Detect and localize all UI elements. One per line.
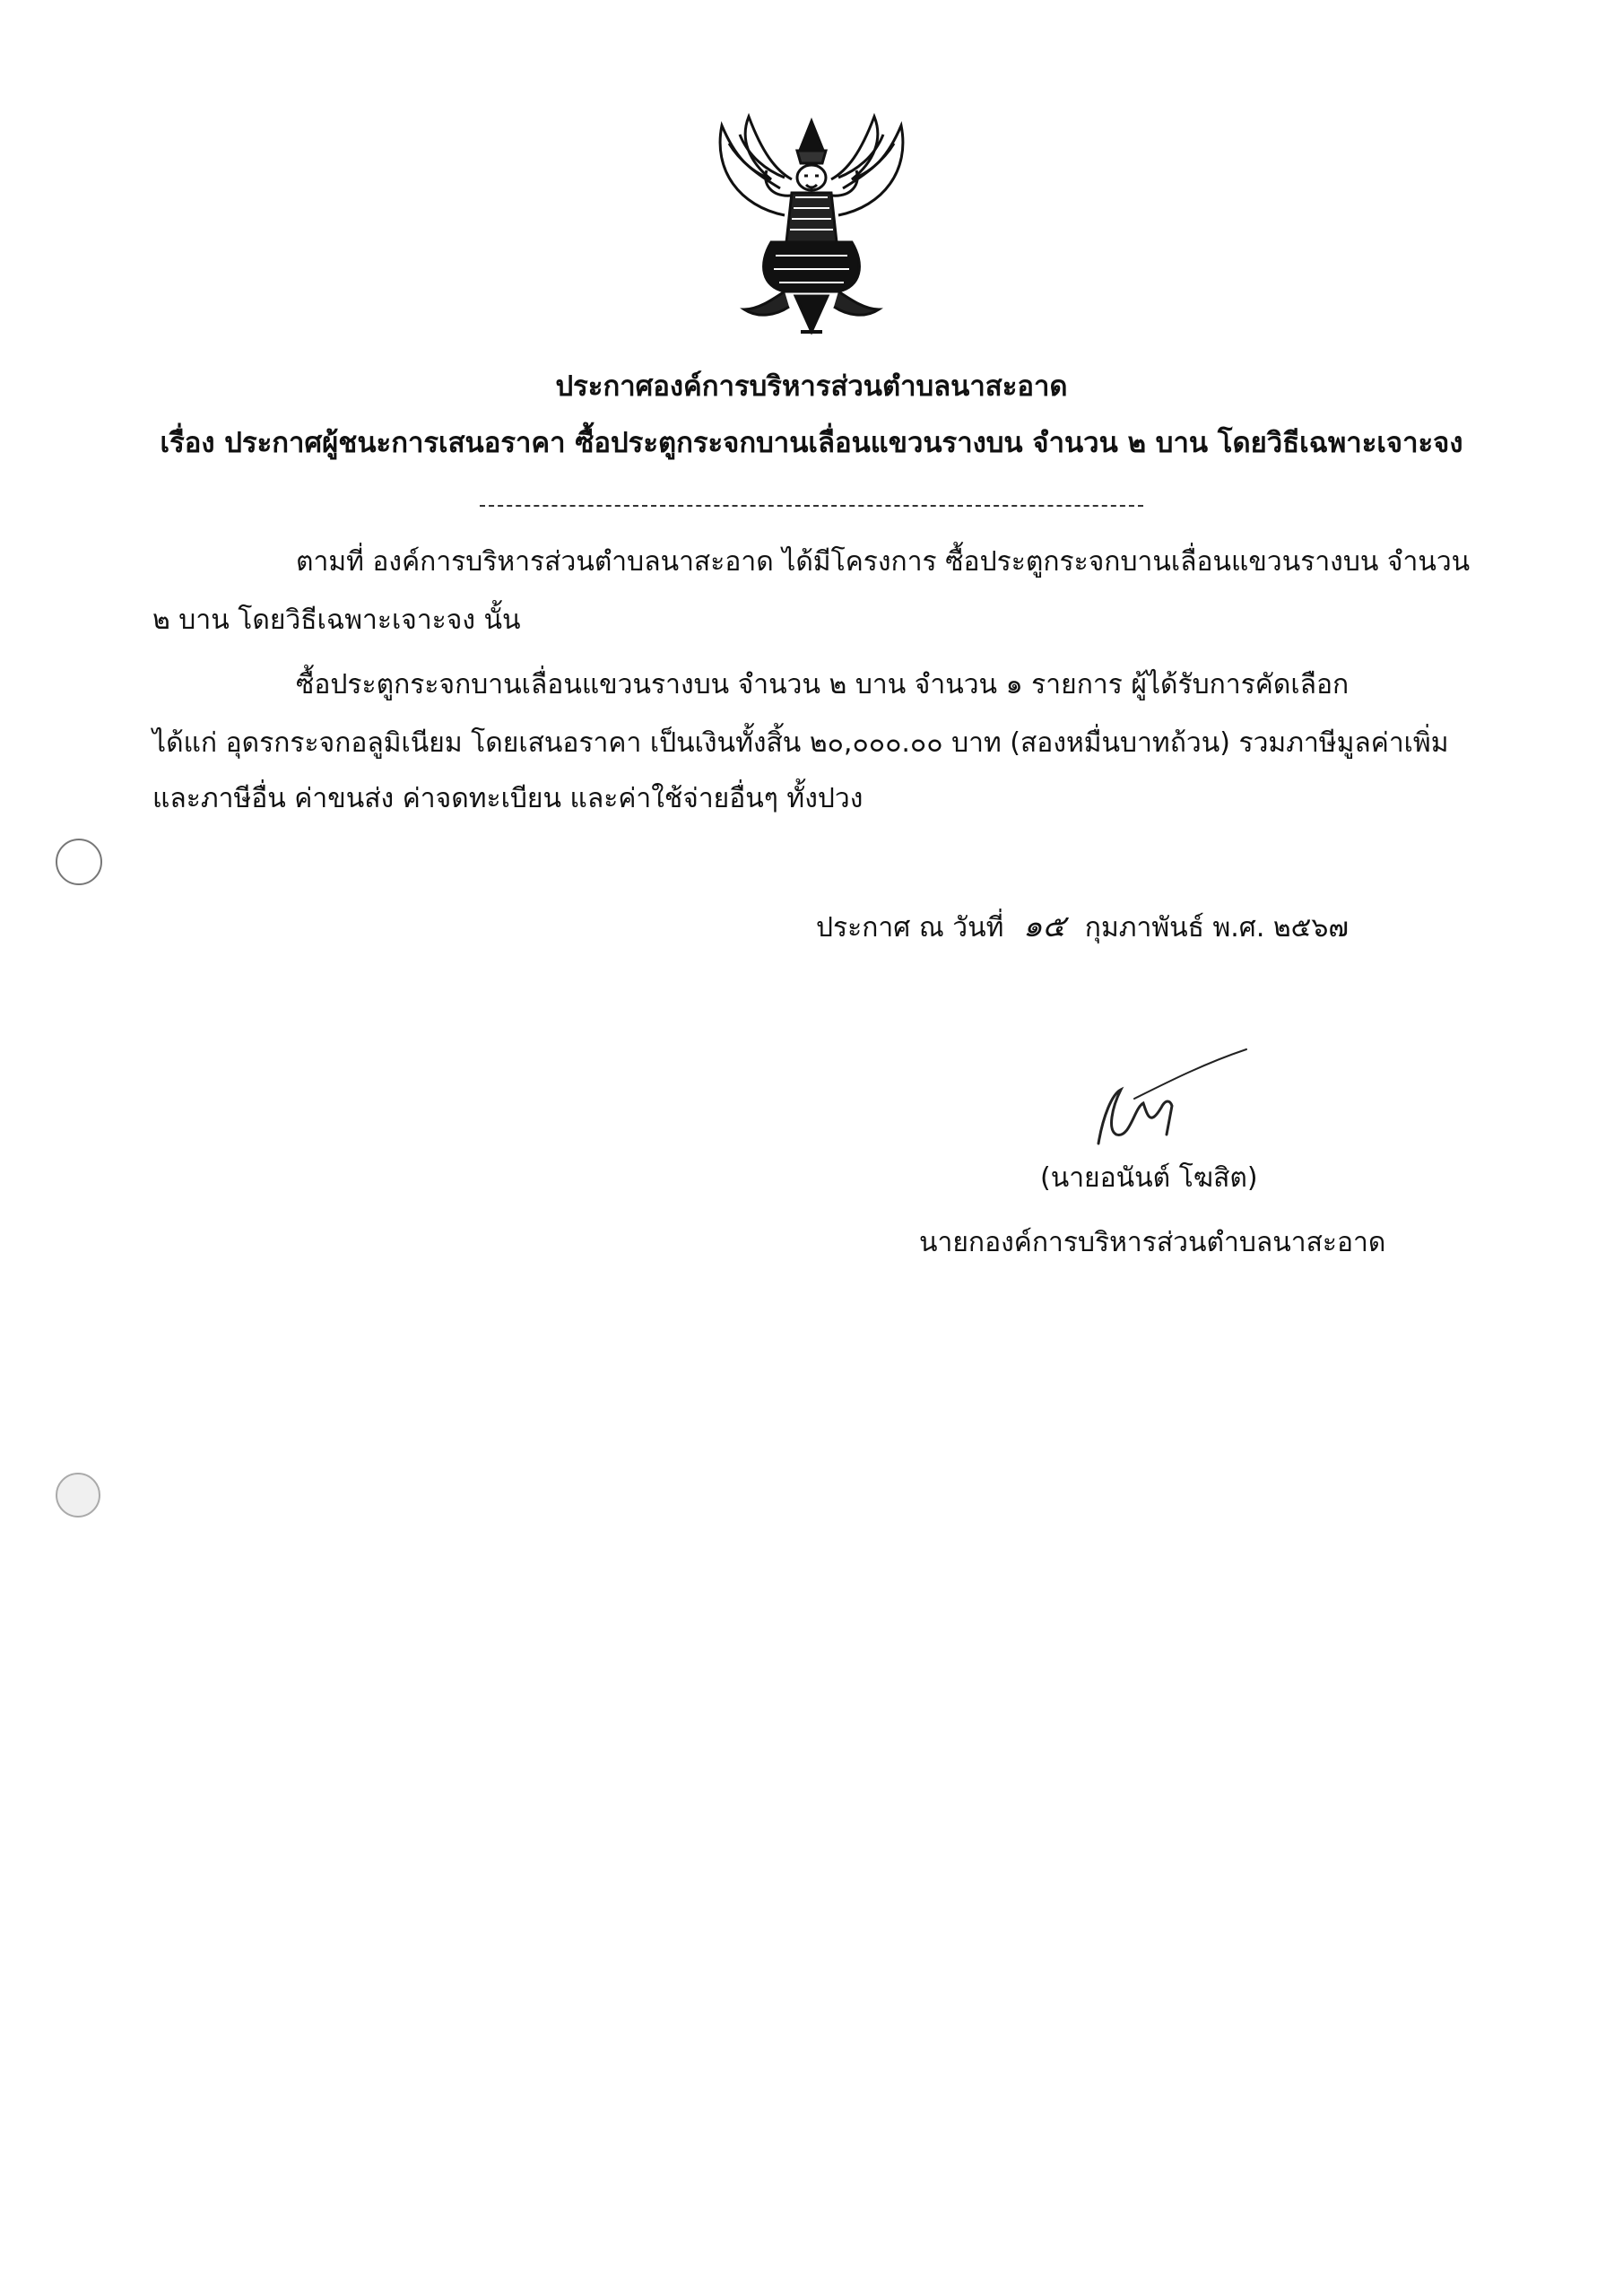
- announcement-date: [816, 901, 1349, 950]
- body-paragraph-2-line-3: และภาษีอื่น ค่าขนส่ง ค่าจดทะเบียน และค่าใช้จ่ายอื่นๆ ทั้งปวง: [152, 783, 864, 814]
- date-prefix: ประกาศ ณ วันที่: [816, 912, 1004, 944]
- announcement-title: ประกาศองค์การบริหารส่วนตำบลนาสะอาด: [555, 370, 1068, 403]
- body-paragraph-1-line-2: ๒ บาน โดยวิธีเฉพาะเจาะจง นั้น: [152, 604, 521, 636]
- date-day-handwritten: ๑๕: [1022, 909, 1066, 944]
- body-paragraph-2-line-2: ได้แก่ อุดรกระจกอลูมิเนียม โดยเสนอราคา เป็นเงินทั้งสิ้น ๒๐,๐๐๐.๐๐ บาท (สองหมื่นบาทถ้วน) รวมภาษีมูลค่าเพิ่ม: [152, 727, 1449, 759]
- punch-hole-bottom: [56, 1473, 100, 1518]
- title-divider: [480, 505, 1143, 507]
- body-paragraph-1-line-1: ตามที่ องค์การบริหารส่วนตำบลนาสะอาด ได้มีโครงการ ซื้อประตูกระจกบานเลื่อนแขวนรางบน จำนวน: [296, 546, 1471, 578]
- garuda-emblem-icon: [686, 108, 937, 345]
- body-paragraph-2-line-1: ซื้อประตูกระจกบานเลื่อนแขวนรางบน จำนวน ๒ บาน จำนวน ๑ รายการ ผู้ได้รับการคัดเลือก: [296, 669, 1350, 700]
- announcement-subject: เรื่อง ประกาศผู้ชนะการเสนอราคา ซื้อประตูกระจกบานเลื่อนแขวนรางบน จำนวน ๒ บาน โดยวิธีเฉพาะเจาะจง: [160, 427, 1463, 459]
- signer-position: นายกองค์การบริหารส่วนตำบลนาสะอาด: [919, 1227, 1386, 1258]
- punch-hole-top: [56, 839, 102, 885]
- handwritten-signature: [1081, 1045, 1251, 1152]
- date-month-year: กุมภาพันธ์ พ.ศ. ๒๕๖๗: [1084, 912, 1349, 944]
- signer-name: (นายอนันต์ โฆสิต): [1040, 1162, 1258, 1194]
